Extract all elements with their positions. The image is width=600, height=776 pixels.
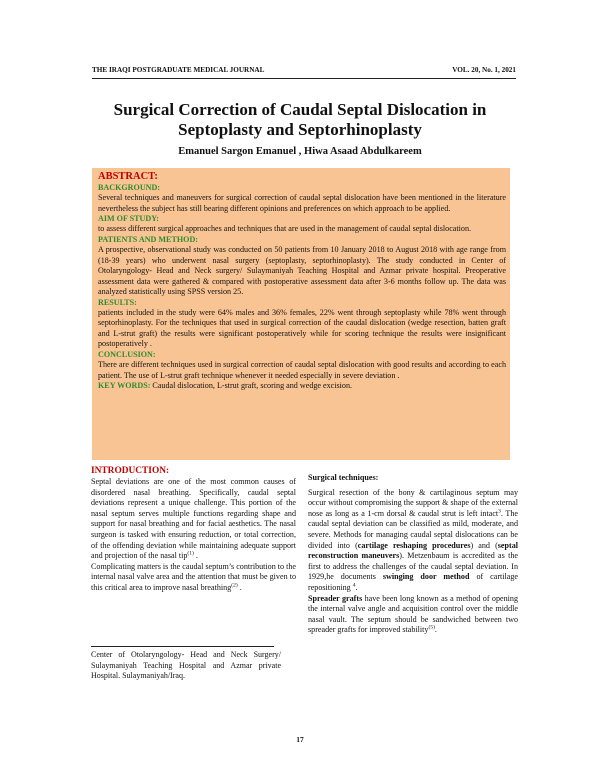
- surg-t5: of cartilage repositioning: [308, 572, 519, 592]
- abstract-heading: ABSTRACT:: [98, 171, 158, 182]
- right-column: [308, 473, 518, 636]
- conclusion-text: There are different techniques used in surgical correction of caudal septal dislocation with good results and according to each patient. The use of L-strut graft technique whenever it needed especially in severe deviation .: [98, 360, 506, 380]
- title-line-1: Surgical Correction of Caudal Septal Dislocation in: [113, 100, 487, 119]
- authors: Emanuel Sargon Emanuel , Hiwa Asaad Abdulkareem: [178, 146, 422, 157]
- paper-title: [60, 100, 540, 140]
- journal-name: THE IRAQI POSTGRADUATE MEDICAL JOURNAL: [92, 66, 265, 74]
- surg-bold-1: cartilage reshaping procedures: [357, 540, 471, 550]
- surg-t1: Surgical resection of the bony & cartilaginous septum may occur without compromising the support & shape of the external nose as long as a 1-cm dorsal & caudal strut is left intact: [308, 487, 518, 518]
- conclusion-heading: CONCLUSION:: [98, 349, 156, 359]
- surg-t8: .: [434, 625, 437, 635]
- volume-info: VOL. 20, No. 1, 2021: [452, 66, 516, 74]
- intro-p2-text: Complicating matters is the caudal septum’s contribution to the internal nasal valve area and the attention that must be given to this critical area to improve nasal breathing: [91, 561, 297, 592]
- aim-text: to assess different surgical approaches and techniques that are used in the management of caudal septal dislocation.: [98, 224, 472, 234]
- intro-p1-text: Septal deviations are one of the most common causes of disordered nasal breathing. Specifically, caudal septal deviations represent a unique challenge. This portion of the nasal septum serves multiple functions regarding shape and support for nasal breathing and for facial aesthetics. The nasal surgeon is tasked with ensuring reduction, or total correction, of the offending deviation while maintaining adequate support and projection of the nasal tip: [91, 477, 296, 561]
- surg-t2: . The caudal septal deviation can be classified as mild, moderate, and severe. Methods for managing caudal septal dislocations can be divided into (: [308, 508, 518, 550]
- surg-bold-2: septal reconstruction maneuvers: [308, 540, 518, 561]
- methods-text: A prospective, observational study was conducted on 50 patients from 10 January 2018 to August 2018 with age range from (18-39 years) who underwent nasal surgery (septoplasty, septorhinoplasty). The study conducted in Center of Otolaryngology- Head and Neck surgery/ Sulaymaniyah Teaching Hospital and Azmar private hospital. Preoperative assessment data were gathered & compared with postoperative assessment data after 3-6 months follow up. The data was analyzed statistically using SPSS version 25.: [98, 245, 506, 297]
- background-heading: BACKGROUND:: [98, 183, 161, 192]
- page-number: 17: [296, 735, 304, 744]
- ref-5: (5): [428, 624, 435, 631]
- surgical-paragraph: [308, 488, 518, 636]
- introduction-heading: INTRODUCTION:: [91, 466, 170, 476]
- surg-t7: have been long known as a method of opening the internal valve angle and acquisition control over the middle nasal vault. The septum should be sandwiched between two spreader grafts for improved stability: [308, 593, 518, 635]
- surg-t3: ) and (: [470, 540, 498, 550]
- header-rule: [92, 78, 516, 79]
- intro-p1-end: .: [193, 551, 198, 561]
- results-heading: RESULTS:: [98, 297, 137, 307]
- results-text: patients included in the study were 64% males and 36% females, 22% went through septoplasty while 78% went through septorhinoplasty. For the techniques that used in surgical correction of the caudal dislocation (wedge resection, batten graft and L-strut graft) the results were significant postoperatively while for scoring technique the results were insignificant postoperatively .: [98, 307, 506, 349]
- title-line-2: Septoplasty and Septorhinoplasty: [178, 120, 422, 139]
- footnote-rule: [91, 646, 274, 647]
- keywords-text: Caudal dislocation, L-strut graft, scoring and wedge excision.: [150, 381, 353, 391]
- ref-1: (1): [187, 550, 194, 557]
- intro-paragraph-1: [91, 477, 296, 562]
- keywords-label: KEY WORDS:: [98, 381, 151, 391]
- surg-bold-3: swinging door method: [382, 572, 470, 582]
- methods-heading: PATIENTS AND METHOD:: [98, 234, 198, 244]
- keywords: [98, 381, 506, 392]
- abstract-box: [92, 168, 510, 460]
- ref-3: 3: [498, 508, 501, 515]
- aim-heading: AIM OF STUDY:: [98, 214, 160, 224]
- surg-t4: ). Metzenbaum is accredited as the first to address the challenges of the caudal septal deviation. In 1929,he documents: [308, 551, 518, 582]
- intro-paragraph-2: [91, 562, 296, 594]
- ref-2: (2): [231, 582, 238, 589]
- intro-p2-end: .: [237, 582, 242, 592]
- surgical-techniques-heading: Surgical techniques:: [308, 473, 379, 482]
- ref-4: 4: [352, 582, 356, 589]
- background-text: Several techniques and maneuvers for surgical correction of caudal septal dislocation have been mentioned in the literature nevertheless the subject has still bearing different opinions and preferences on which approach to be applied.: [98, 193, 506, 213]
- left-column: [91, 466, 296, 594]
- affiliation-footnote: Center of Otolaryngology- Head and Neck Surgery/ Sulaymaniyah Teaching Hospital and Azmar private Hospital. Sulaymaniyah/Iraq.: [91, 650, 281, 681]
- surg-t6: .: [355, 582, 358, 592]
- surg-bold-4: Spreader grafts: [308, 593, 363, 603]
